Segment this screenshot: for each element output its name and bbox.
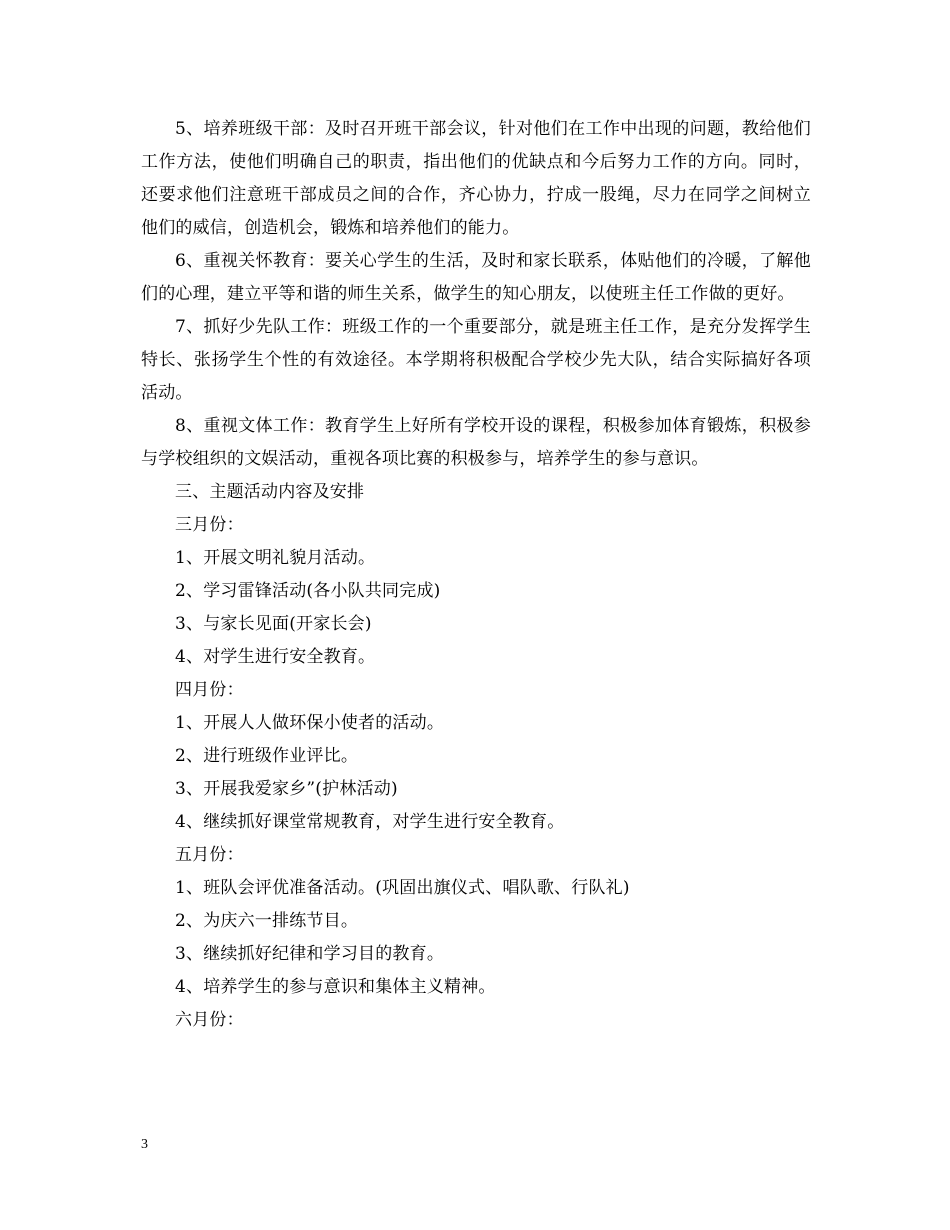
paragraph-care-education: 6、重视关怀教育：要关心学生的生活，及时和家长联系，体贴他们的冷暖，了解他们的心理，建立平等和谐的师生关系，做学生的知心朋友，以使班主任工作做的更好。 [141, 251, 811, 304]
document-body [141, 113, 811, 1037]
list-item: 3、开展我爱家乡”(护林活动) [175, 779, 398, 799]
list-item: 3、与家长见面(开家长会) [175, 614, 372, 634]
month-heading-may: 五月份： [175, 845, 244, 865]
section-heading: 三、主题活动内容及安排 [175, 482, 365, 502]
paragraph-young-pioneers: 7、抓好少先队工作：班级工作的一个重要部分，就是班主任工作，是充分发挥学生特长、张扬学生个性的有效途径。本学期将积极配合学校少先大队，结合实际搞好各项活动。 [141, 317, 811, 403]
paragraph-sports-culture: 8、重视文体工作：教育学生上好所有学校开设的课程，积极参加体育锻炼，积极参与学校组织的文娱活动，重视各项比赛的积极参与，培养学生的参与意识。 [141, 416, 811, 469]
list-item: 4、继续抓好课堂常规教育，对学生进行安全教育。 [175, 812, 565, 832]
month-heading-june: 六月份： [175, 1010, 244, 1030]
month-heading-april: 四月份： [175, 680, 244, 700]
list-item: 1、开展文明礼貌月活动。 [175, 548, 376, 568]
list-item: 2、为庆六一排练节目。 [175, 911, 359, 931]
page-number: 3 [141, 1137, 148, 1152]
paragraph-cadre-training: 5、培养班级干部：及时召开班干部会议，针对他们在工作中出现的问题，教给他们工作方法，使他们明确自己的职责，指出他们的优缺点和今后努力工作的方向。同时，还要求他们注意班干部成员之间的合作，齐心协力，拧成一股绳，尽力在同学之间树立他们的威信，创造机会，锻炼和培养他们的能力。 [141, 119, 811, 238]
list-item: 2、进行班级作业评比。 [175, 746, 359, 766]
list-item: 2、学习雷锋活动(各小队共同完成) [175, 581, 441, 601]
list-item: 4、培养学生的参与意识和集体主义精神。 [175, 977, 496, 997]
list-item: 1、班队会评优准备活动。(巩固出旗仪式、唱队歌、行队礼) [175, 878, 630, 898]
month-heading-march: 三月份： [175, 515, 244, 535]
list-item: 3、继续抓好纪律和学习目的教育。 [175, 944, 445, 964]
list-item: 4、对学生进行安全教育。 [175, 647, 376, 667]
list-item: 1、开展人人做环保小使者的活动。 [175, 713, 445, 733]
